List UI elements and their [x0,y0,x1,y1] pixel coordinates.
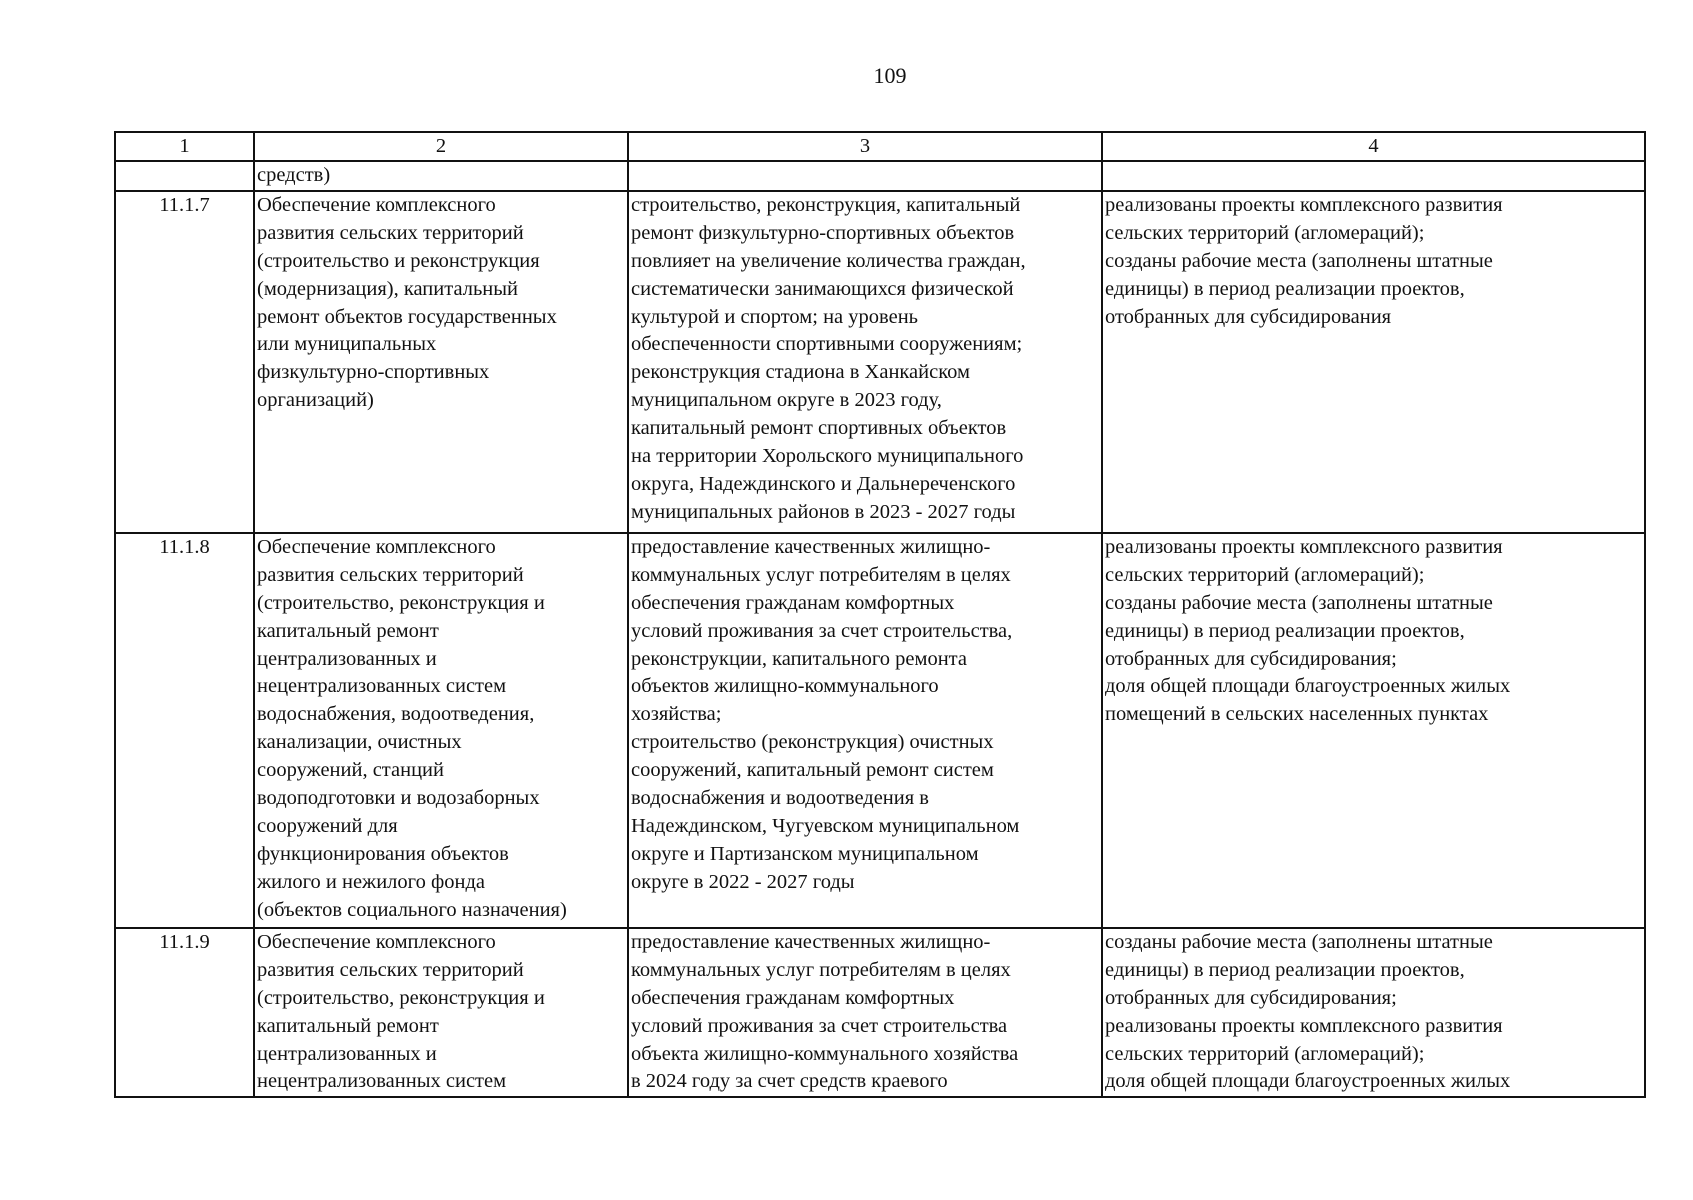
text-line: сельских территорий (агломераций); [1105,1042,1425,1065]
text-line: обеспеченности спортивными сооружениям; [631,333,1023,356]
text-line: развития сельских территорий [257,958,524,981]
text-line: сооружений, станций [257,759,445,782]
text-line: предоставление качественных жилищно- [631,535,991,558]
text-line: или муниципальных [257,333,437,356]
text-line: сельских территорий (агломераций); [1105,563,1425,586]
text-line: отобранных для субсидирования; [1105,986,1397,1009]
text-line: водоснабжения, водоотведения, [257,703,535,726]
text-line: созданы рабочие места (заполнены штатные [1105,249,1493,272]
row-number: 11.1.7 [115,191,254,533]
text-line: организаций) [257,389,374,412]
text-line: водоснабжения и водоотведения в [631,787,929,810]
event-name-cell [254,928,628,1097]
text-line: хозяйства; [631,703,722,726]
text-line: развития сельских территорий [257,563,524,586]
text-line: сооружений, капитальный ремонт систем [631,759,994,782]
cell-col3 [628,161,1102,191]
text-line: (строительство и реконструкция [257,249,540,272]
text-line: коммунальных услуг потребителям в целях [631,563,1011,586]
text-line: обеспечения гражданам комфортных [631,591,955,614]
description-cell [628,928,1102,1097]
description-cell [628,191,1102,533]
text-line: реализованы проекты комплексного развития [1105,1014,1503,1037]
text-line: объекта жилищно-коммунального хозяйства [631,1042,1019,1065]
program-table [114,131,1646,1098]
text-line: ремонт физкультурно-спортивных объектов [631,221,1015,244]
text-line: единицы) в период реализации проектов, [1105,619,1465,642]
text-line: доля общей площади благоустроенных жилых [1105,1070,1511,1093]
text-line: развития сельских территорий [257,221,524,244]
text-line: отобранных для субсидирования; [1105,647,1397,670]
continuation-row [115,161,1645,191]
text-line: на территории Хорольского муниципального [631,445,1024,468]
table-row [115,533,1645,928]
text-line: коммунальных услуг потребителям в целях [631,958,1011,981]
text-line: (объектов социального назначения) [257,898,567,921]
text-line: округе и Партизанском муниципальном [631,842,979,865]
text-line: централизованных и [257,1042,437,1065]
text-line: округа, Надеждинского и Дальнереченского [631,472,1016,495]
text-line: нецентрализованных систем [257,675,507,698]
text-line: (модернизация), капитальный [257,277,519,300]
text-line: сооружений для [257,814,398,837]
text-line: условий проживания за счет строительства [631,1014,1008,1037]
page-number: 109 [873,63,907,88]
text-line: объектов жилищно-коммунального [631,675,939,698]
text-line: округе в 2022 - 2027 годы [631,870,855,893]
text-line: реализованы проекты комплексного развития [1105,535,1503,558]
header-col-2: 2 [254,132,628,161]
text-line: канализации, очистных [257,731,462,754]
cell-col2: средств) [254,161,628,191]
text-line: созданы рабочие места (заполнены штатные [1105,930,1493,953]
text-line: Обеспечение комплексного [257,535,496,558]
result-cell [1102,533,1645,928]
text-line: реализованы проекты комплексного развития [1105,193,1503,216]
description-cell [628,533,1102,928]
text-line: (строительство, реконструкция и [257,986,545,1009]
text-line: централизованных и [257,647,437,670]
text-line: повлияет на увеличение количества граждан, [631,249,1026,272]
text-line: Обеспечение комплексного [257,930,496,953]
text-line: функционирования объектов [257,842,509,865]
text-line: реконструкция стадиона в Ханкайском [631,361,970,384]
text-line: (строительство, реконструкция и [257,591,545,614]
header-col-3: 3 [628,132,1102,161]
text-line: муниципальном округе в 2023 году, [631,389,942,412]
row-number: 11.1.9 [115,928,254,1097]
text-line: предоставление качественных жилищно- [631,930,991,953]
text-line: капитальный ремонт спортивных объектов [631,417,1007,440]
result-cell [1102,191,1645,533]
row-number: 11.1.8 [115,533,254,928]
event-name-cell [254,191,628,533]
event-name-cell [254,533,628,928]
text-line: созданы рабочие места (заполнены штатные [1105,591,1493,614]
header-col-4: 4 [1102,132,1645,161]
table-row [115,191,1645,533]
text-line: единицы) в период реализации проектов, [1105,958,1465,981]
text-line: капитальный ремонт [257,1014,439,1037]
text-line: в 2024 году за счет средств краевого [631,1070,948,1093]
text-line: Надеждинском, Чугуевском муниципальном [631,814,1020,837]
text-line: нецентрализованных систем [257,1070,507,1093]
text-line: строительство, реконструкция, капитальный [631,193,1021,216]
text-line: отобранных для субсидирования [1105,305,1392,328]
cell-col4 [1102,161,1645,191]
text-line: реконструкции, капитального ремонта [631,647,967,670]
result-cell [1102,928,1645,1097]
text-line: помещений в сельских населенных пунктах [1105,703,1489,726]
text-line: культурой и спортом; на уровень [631,305,919,328]
header-row [115,132,1645,161]
text-line: физкультурно-спортивных [257,361,490,384]
text-line: систематически занимающихся физической [631,277,1014,300]
text-line: строительство (реконструкция) очистных [631,731,994,754]
text-line: жилого и нежилого фонда [257,870,485,893]
text-line: условий проживания за счет строительства, [631,619,1013,642]
cell-num [115,161,254,191]
text-line: сельских территорий (агломераций); [1105,221,1425,244]
text-line: Обеспечение комплексного [257,193,496,216]
table-row [115,928,1645,1097]
text-line: капитальный ремонт [257,619,439,642]
text-line: муниципальных районов в 2023 - 2027 годы [631,500,1016,523]
header-col-1: 1 [115,132,254,161]
text-line: обеспечения гражданам комфортных [631,986,955,1009]
text-line: ремонт объектов государственных [257,305,557,328]
text-line: единицы) в период реализации проектов, [1105,277,1465,300]
text-line: водоподготовки и водозаборных [257,787,540,810]
text-line: доля общей площади благоустроенных жилых [1105,675,1511,698]
